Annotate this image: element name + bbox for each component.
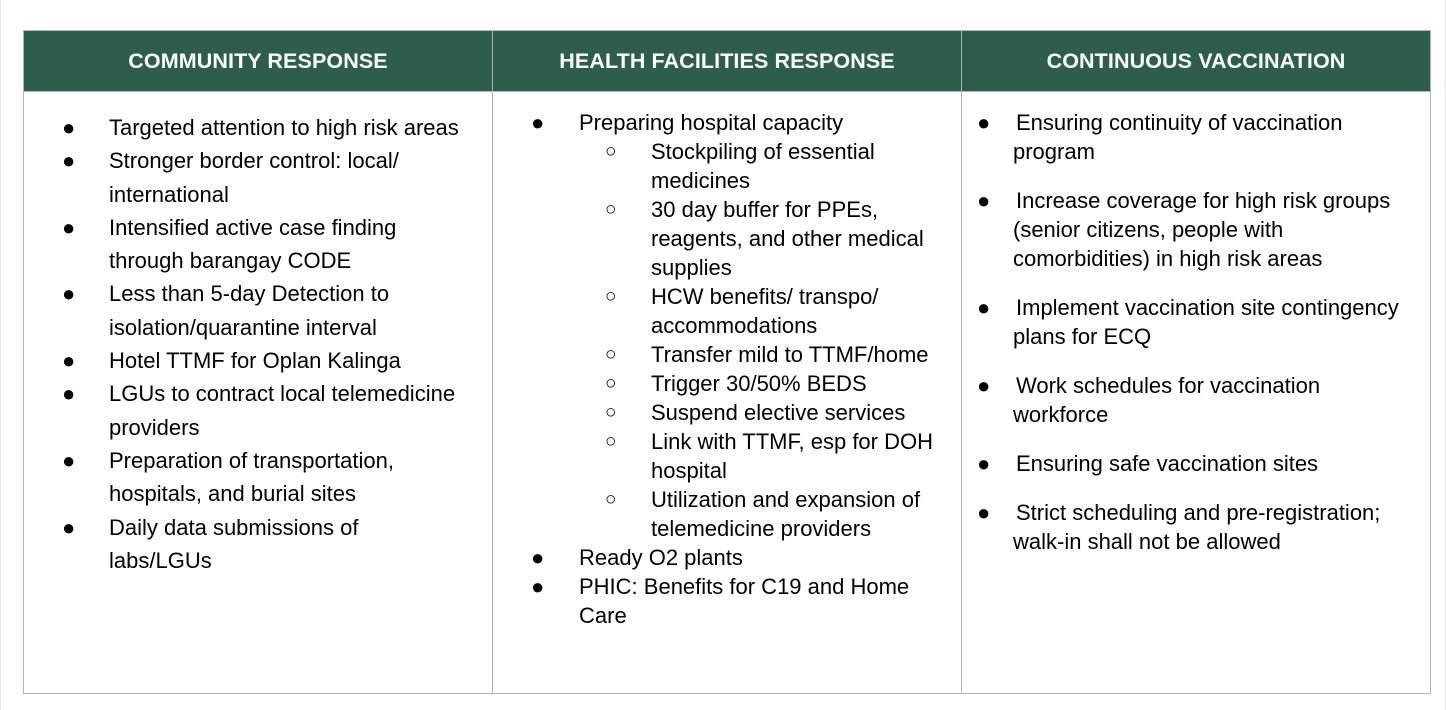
list-item bbox=[962, 498, 1430, 556]
list-item-text: Less than 5-day Detection to isolation/quarantine interval bbox=[109, 281, 390, 340]
bullet-icon: ● bbox=[62, 115, 76, 140]
list-item-text: LGUs to contract local telemedicine providers bbox=[109, 381, 456, 440]
bullet-icon: ● bbox=[977, 373, 991, 398]
sub-bullet-icon: ○ bbox=[605, 402, 617, 423]
list-item bbox=[962, 449, 1430, 478]
list-item bbox=[24, 511, 492, 578]
sub-list-item-text: 30 day buffer for PPEs, reagents, and other medical supplies bbox=[651, 197, 924, 280]
list-item-text: Daily data submissions of labs/LGUs bbox=[109, 514, 359, 573]
bullet-icon: ● bbox=[62, 514, 76, 540]
sub-list-item bbox=[579, 398, 951, 427]
sub-bullet-icon: ○ bbox=[605, 489, 617, 510]
list-item-text: Intensified active case finding through barangay CODE bbox=[109, 214, 397, 274]
sub-list-item-text: Trigger 30/50% BEDS bbox=[651, 371, 867, 396]
list-item-text: Strict scheduling and pre-registration; walk-in shall not be allowed bbox=[1013, 500, 1381, 554]
list-item-text: Increase coverage for high risk groups (senior citizens, people with comorbidities) in high risk areas bbox=[1013, 188, 1391, 271]
list-item-text: Targeted attention to high risk areas bbox=[109, 115, 459, 140]
health-facilities-response-list bbox=[493, 92, 961, 630]
list-item bbox=[24, 444, 492, 511]
sub-list-item-text: HCW benefits/ transpo/ accommodations bbox=[651, 284, 879, 338]
sub-list-item-text: Transfer mild to TTMF/home bbox=[651, 342, 929, 367]
list-item-text: Ensuring safe vaccination sites bbox=[1016, 451, 1319, 476]
sub-list-item bbox=[579, 137, 951, 195]
list-item-text: Preparation of transportation, hospitals, and burial sites bbox=[109, 447, 394, 507]
bullet-icon: ● bbox=[977, 451, 991, 476]
list-item bbox=[24, 277, 492, 344]
sub-list-item bbox=[579, 282, 951, 340]
header-community-response: COMMUNITY RESPONSE bbox=[24, 31, 493, 92]
list-item-text: Preparing hospital capacity bbox=[579, 110, 844, 135]
bullet-icon: ● bbox=[977, 110, 991, 135]
list-item bbox=[24, 144, 492, 211]
bullet-icon: ● bbox=[531, 545, 545, 570]
header-row bbox=[24, 31, 1431, 92]
sub-list-item-text: Suspend elective services bbox=[651, 400, 906, 425]
bullet-icon: ● bbox=[62, 447, 76, 473]
list-item bbox=[962, 186, 1430, 273]
continuous-vaccination-cell bbox=[962, 92, 1431, 694]
sub-list-item bbox=[579, 427, 951, 485]
content-row bbox=[24, 92, 1431, 694]
header-health-facilities-response: HEALTH FACILITIES RESPONSE bbox=[493, 31, 962, 92]
sub-bullet-icon: ○ bbox=[605, 286, 617, 307]
bullet-icon: ● bbox=[531, 574, 545, 599]
list-item-text: Ensuring continuity of vaccination program bbox=[1013, 110, 1343, 164]
hospital-capacity-sublist bbox=[579, 137, 951, 543]
list-item bbox=[24, 344, 492, 377]
list-item-text: Stronger border control: local/ international bbox=[109, 148, 399, 207]
sub-list-item bbox=[579, 340, 951, 369]
list-item-text: Implement vaccination site contingency plans for ECQ bbox=[1013, 295, 1399, 349]
sub-list-item-text: Link with TTMF, esp for DOH hospital bbox=[651, 429, 933, 483]
community-response-list bbox=[24, 92, 492, 577]
list-item bbox=[493, 543, 961, 572]
bullet-icon: ● bbox=[62, 148, 76, 174]
bullet-icon: ● bbox=[977, 188, 991, 213]
sub-bullet-icon: ○ bbox=[605, 431, 617, 452]
bullet-icon: ● bbox=[977, 500, 991, 525]
list-item-text: Work schedules for vaccination workforce bbox=[1013, 373, 1321, 427]
list-item bbox=[24, 111, 492, 144]
bullet-icon: ● bbox=[977, 295, 991, 320]
sub-list-item bbox=[579, 369, 951, 398]
list-item bbox=[24, 377, 492, 444]
community-response-cell bbox=[24, 92, 493, 694]
list-item bbox=[962, 293, 1430, 351]
header-continuous-vaccination: CONTINUOUS VACCINATION bbox=[962, 31, 1431, 92]
list-item bbox=[493, 108, 961, 543]
sub-bullet-icon: ○ bbox=[605, 199, 617, 220]
bullet-icon: ● bbox=[62, 281, 76, 307]
sub-list-item bbox=[579, 485, 951, 543]
list-item-text: PHIC: Benefits for C19 and Home Care bbox=[579, 574, 910, 628]
list-item-text: Ready O2 plants bbox=[579, 545, 743, 570]
list-item bbox=[962, 108, 1430, 166]
health-facilities-response-cell bbox=[493, 92, 962, 694]
bullet-icon: ● bbox=[62, 381, 76, 407]
list-item bbox=[962, 371, 1430, 429]
sub-list-item bbox=[579, 195, 951, 282]
sub-list-item-text: Utilization and expansion of telemedicine providers bbox=[651, 487, 921, 541]
list-item bbox=[493, 572, 961, 630]
sub-list-item-text: Stockpiling of essential medicines bbox=[651, 139, 875, 193]
sub-bullet-icon: ○ bbox=[605, 373, 617, 394]
sub-bullet-icon: ○ bbox=[605, 344, 617, 365]
bullet-icon: ● bbox=[62, 348, 76, 374]
response-table bbox=[23, 30, 1431, 694]
bullet-icon: ● bbox=[62, 214, 76, 240]
list-item-text: Hotel TTMF for Oplan Kalinga bbox=[109, 348, 401, 374]
continuous-vaccination-list bbox=[962, 92, 1430, 556]
sub-bullet-icon: ○ bbox=[605, 141, 617, 162]
bullet-icon: ● bbox=[531, 110, 545, 135]
list-item bbox=[24, 211, 492, 278]
